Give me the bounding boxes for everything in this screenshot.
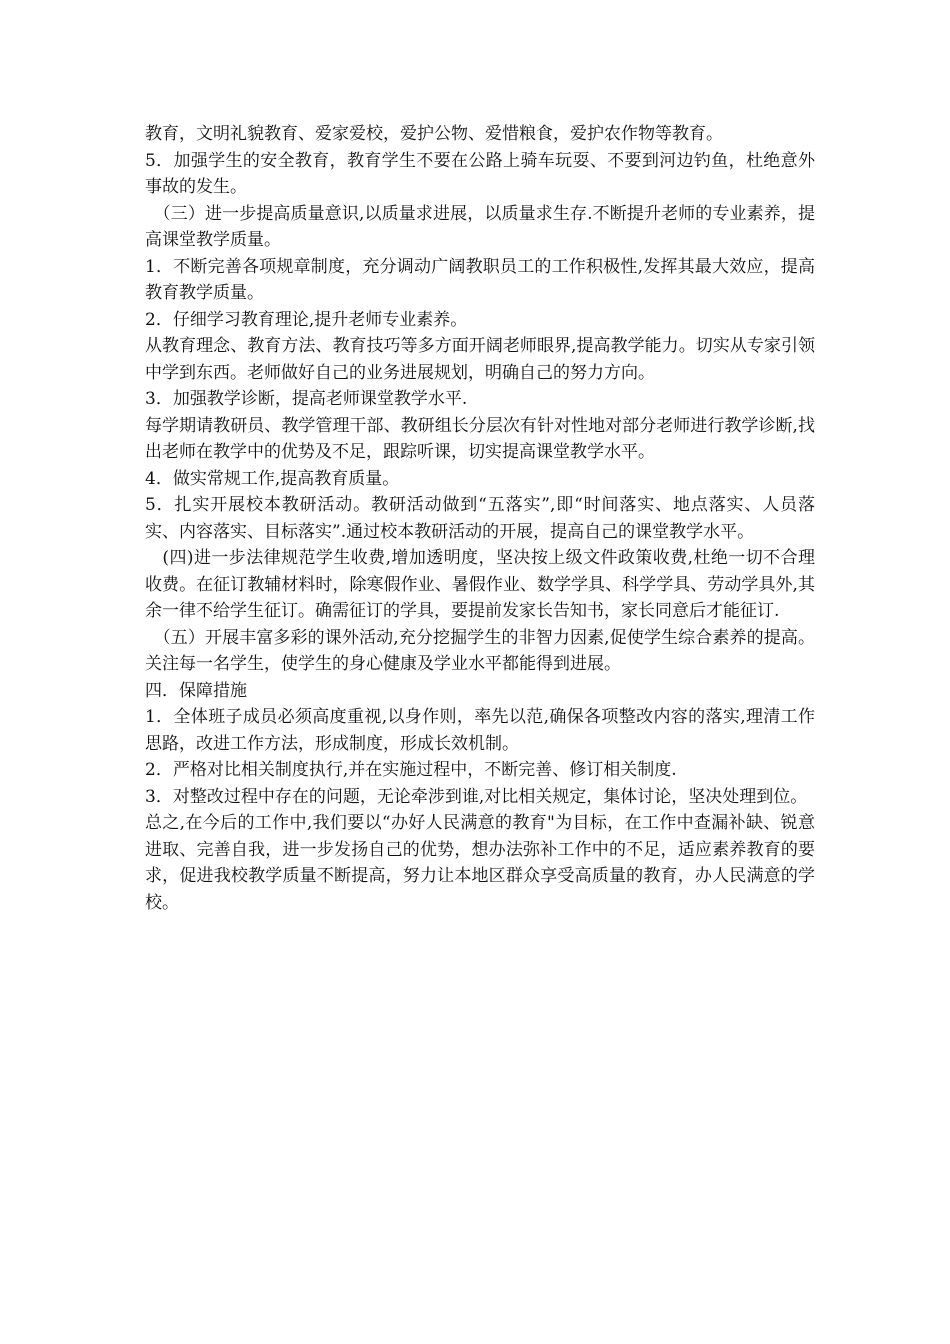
paragraph-10: 5．扎实开展校本教研活动。教研活动做到“五落实”,即“时间落实、地点落实、人员落实、内容落实、目标落实”.通过校本教研活动的开展，提高自己的课堂教学水平。 [145,495,815,542]
paragraph-16: 3．对整改过程中存在的问题，无论牵涉到谁,对比相关规定，集体讨论，坚决处理到位。 [145,786,808,807]
paragraph-1: 教育，文明礼貌教育、爱家爱校，爱护公物、爱惜粮食，爱护农作物等教育。 [145,124,723,144]
paragraph-17: 总之,在今后的工作中,我们要以“办好人民满意的教育"为目标，在工作中查漏补缺、锐意进取、完善自我，进一步发扬自己的优势，想办法弥补工作中的不足，适应素养教育的要求，促进我校教学质量不断提高，努力让本地区群众享受高质量的教育，办人民满意的学校。 [145,813,815,913]
section-heading: 四．保障措施 [145,680,247,701]
paragraph-2: 5．加强学生的安全教育，教育学生不要在公路上骑车玩耍、不要到河边钓鱼，杜绝意外事故的发生。 [145,150,815,197]
paragraph-14: 1．全体班子成员必须高度重视,以身作则，率先以范,确保各项整改内容的落实,理清工作思路，改进工作方法，形成制度，形成长效机制。 [145,707,815,754]
paragraph-7: 3．加强教学诊断，提高老师课堂教学水平. [145,389,468,409]
paragraph-6: 从教育理念、教育方法、教育技巧等多方面开阔老师眼界,提高教学能力。切实从专家引领中学到东西。老师做好自己的业务进展规划，明确自己的努力方向。 [145,336,815,383]
paragraph-9: 4．做实常规工作,提高教育质量。 [145,468,400,489]
paragraph-3: （三）进一步提高质量意识,以质量求进展，以质量求生存.不断提升老师的专业素养，提高课堂教学质量。 [145,203,815,250]
paragraph-5: 2．仔细学习教育理论,提升老师专业素养。 [145,309,468,330]
paragraph-8: 每学期请教研员、教学管理干部、教研组长分层次有针对性地对部分老师进行教学诊断,找出老师在教学中的优势及不足，跟踪听课，切实提高课堂教学水平。 [145,415,815,462]
paragraph-11: (四)进一步法律规范学生收费,增加透明度，坚决按上级文件政策收费,杜绝一切不合理收费。在征订教辅材料时，除寒假作业、暑假作业、数学学具、科学学具、劳动学具外,其余一律不给学生征订。确需征订的学具，要提前发家长告知书，家长同意后才能征订. [145,548,815,621]
paragraph-12: （五）开展丰富多彩的课外活动,充分挖掘学生的非智力因素,促使学生综合素养的提高。关注每一名学生，使学生的身心健康及学业水平都能得到进展。 [145,627,815,674]
paragraph-15: 2．严格对比相关制度执行,并在实施过程中，不断完善、修订相关制度. [145,760,677,780]
document-body [145,121,815,916]
paragraph-4: 1．不断完善各项规章制度，充分调动广阔教职员工的工作积极性,发挥其最大效应，提高教育教学质量。 [145,256,815,303]
